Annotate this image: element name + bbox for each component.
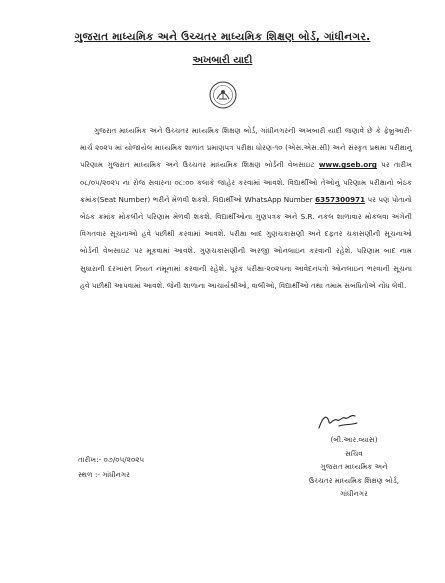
body-text-part3: પર પણ પોતાનો બેઠક ક્રમાંક મોકલીને પરિણામ મેળવી શકશે. વિદ્યાર્થીઓના ગુણપત્રક અને S.R. નકલ શાળાવાર મોકલવા અંગેની વિગતવાર સૂચનાઓ હવે પછીથી કરવામાં આવશે. પરીક્ષા બાદ ગુણચકાસણી અને દફતર ચકાસણીની સૂચનાઓ બોર્ડની વેબસાઇટ પર મૂકવામાં આવશે. ગુણચકાસણીની અરજી ઓનલાઇન કરવાની રહેશે. પરિણામ બાદ નામ સુધારાની દરખાસ્ત નિયત નમૂનામાં કરવાની રહેશે. પૂરક પરીક્ષા-૨૦૨૫ના આવેદનપત્રો ઓનલાઇન ભરવાની સૂચના હવે પછીથી આપવામાં આવશે. જેની શાળાના આચાર્યશ્રીઓ, વાલીઓ, વિદ્યાર્થીઓ તથા તમામ સંબંધિતોએ નોંધ લેવી. xyxy=(80,194,412,290)
release-date: તારીખ:- ૦૭/૦૫/૨૦૨૫ xyxy=(78,455,145,464)
body-text-part2: પર તારીખ ૦૮/૦૫/૨૦૨૫ ના રોજ સવારના ૦૮:૦૦ કલાકે જાહેર કરવામાં આવશે. વિદ્યાર્થીઓ તેઓનું પરિણામ પરીક્ષાનો બેઠક ક્રમાંક(Seat Number) ભરીને મેળવી શકશે. વિદ્યાર્થીઓ WhatsApp Number xyxy=(80,160,412,204)
website-link[interactable]: www.gseb.org xyxy=(318,160,377,170)
page-subtitle xyxy=(0,55,445,66)
whatsapp-number: 6357300971 xyxy=(315,194,366,204)
signatory-org-line3: ગાંધીનગર xyxy=(340,489,368,498)
board-emblem-icon xyxy=(209,81,237,109)
signatory-designation: સચિવ xyxy=(345,448,363,458)
page-title xyxy=(0,31,445,44)
release-place: સ્થળ :- ગાંધીનગર xyxy=(78,470,130,479)
date-place-block xyxy=(78,452,144,482)
board-title-text: ગુજરાત માધ્યમિક અને ઉચ્ચતર માધ્યમિક શિક્ષણ બોર્ડ, ગાંધીનગર. xyxy=(74,31,371,43)
press-release-heading: અખબારી યાદી xyxy=(192,55,253,66)
body-paragraph xyxy=(80,122,412,294)
signatory-name: (બી.આર.વ્યાસ) xyxy=(330,435,378,444)
body-text-part1: ગુજરાત માધ્યમિક અને ઉચ્ચતર માધ્યમિક શિક્ષણ બોર્ડ, ગાંધીનગરની અખબારી યાદી જણાવે છે કે ફેબ્રુઆરી-માર્ચ ૨૦૨૫ માં યોજાયેલ માધ્યમિક શાળાંત પ્રમાણપત્ર પરીક્ષા ધોરણ-૧૦ (એસ.એસ.સી) અને સંસ્કૃત પ્રથમા પરીક્ષાનું પરિણામ ગુજરાત માધ્યમિક અને ઉચ્ચતર માધ્યમિક શિક્ષણ બોર્ડની વેબસાઇટ xyxy=(80,126,412,170)
handwritten-signature-icon xyxy=(315,410,361,434)
signatory-org-line1: ગુજરાત માધ્યમિક અને xyxy=(320,462,388,471)
signature-block xyxy=(296,433,412,501)
press-release-body xyxy=(80,122,412,294)
signatory-org-line2: ઉચ્ચતર માધ્યમિક શિક્ષણ બોર્ડ, xyxy=(308,475,400,485)
